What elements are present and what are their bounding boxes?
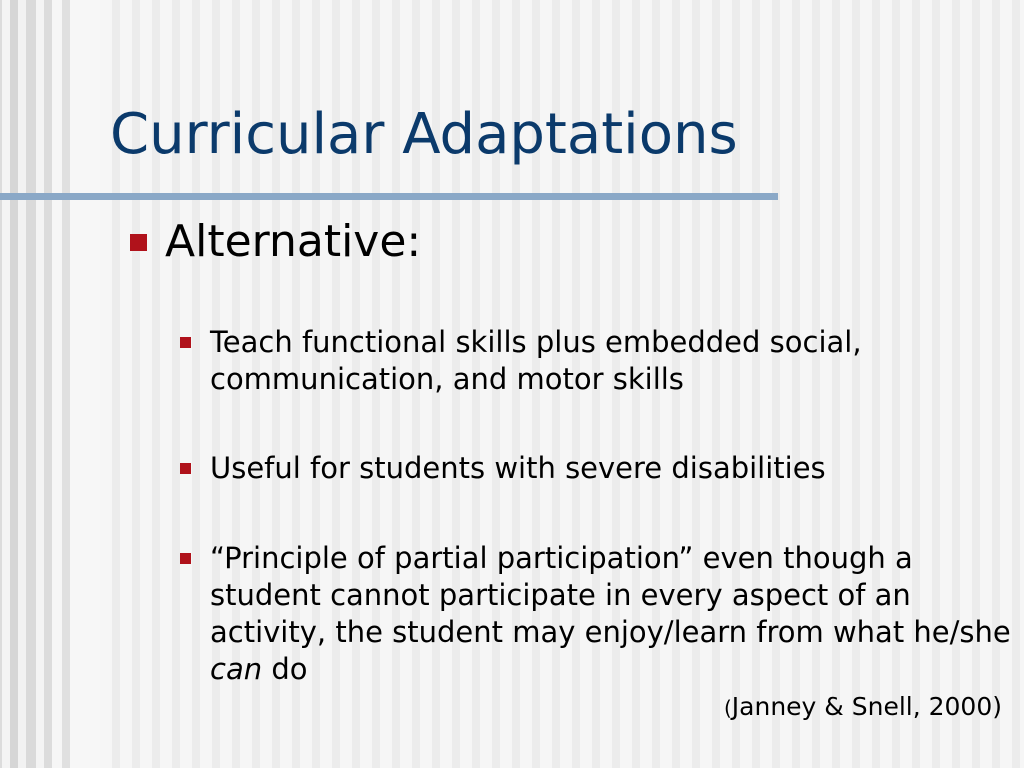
sub-bullet-severe-disabilities [180, 450, 1020, 487]
sub-bullet-text: Useful for students with severe disabilities [210, 451, 826, 485]
slide-title: Curricular Adaptations [110, 102, 738, 167]
main-bullet-text: Alternative: [165, 216, 422, 267]
main-bullet [130, 216, 421, 269]
sub-bullet-text-tail: do [262, 652, 308, 686]
emphasis-can: can [210, 652, 263, 686]
sub-bullet-text-lead: “Principle of partial participation” even though a student cannot participate in every aspect of an activity, the student may enjoy/learn from what he/she [210, 541, 1011, 649]
citation [724, 692, 1002, 721]
sub-bullet-text: Teach functional skills plus embedded social, communication, and motor skills [210, 325, 862, 396]
title-divider [0, 193, 778, 200]
sub-bullet-text [210, 540, 1020, 688]
sub-bullet-functional-skills [180, 324, 1020, 398]
square-bullet-icon [180, 463, 191, 474]
sub-bullet-partial-participation [180, 540, 1020, 688]
citation-open-paren: ( [723, 696, 732, 720]
citation-text: Janney & Snell, 2000) [731, 692, 1002, 721]
square-bullet-icon [180, 337, 191, 348]
square-bullet-icon [130, 234, 147, 251]
square-bullet-icon [180, 553, 191, 564]
